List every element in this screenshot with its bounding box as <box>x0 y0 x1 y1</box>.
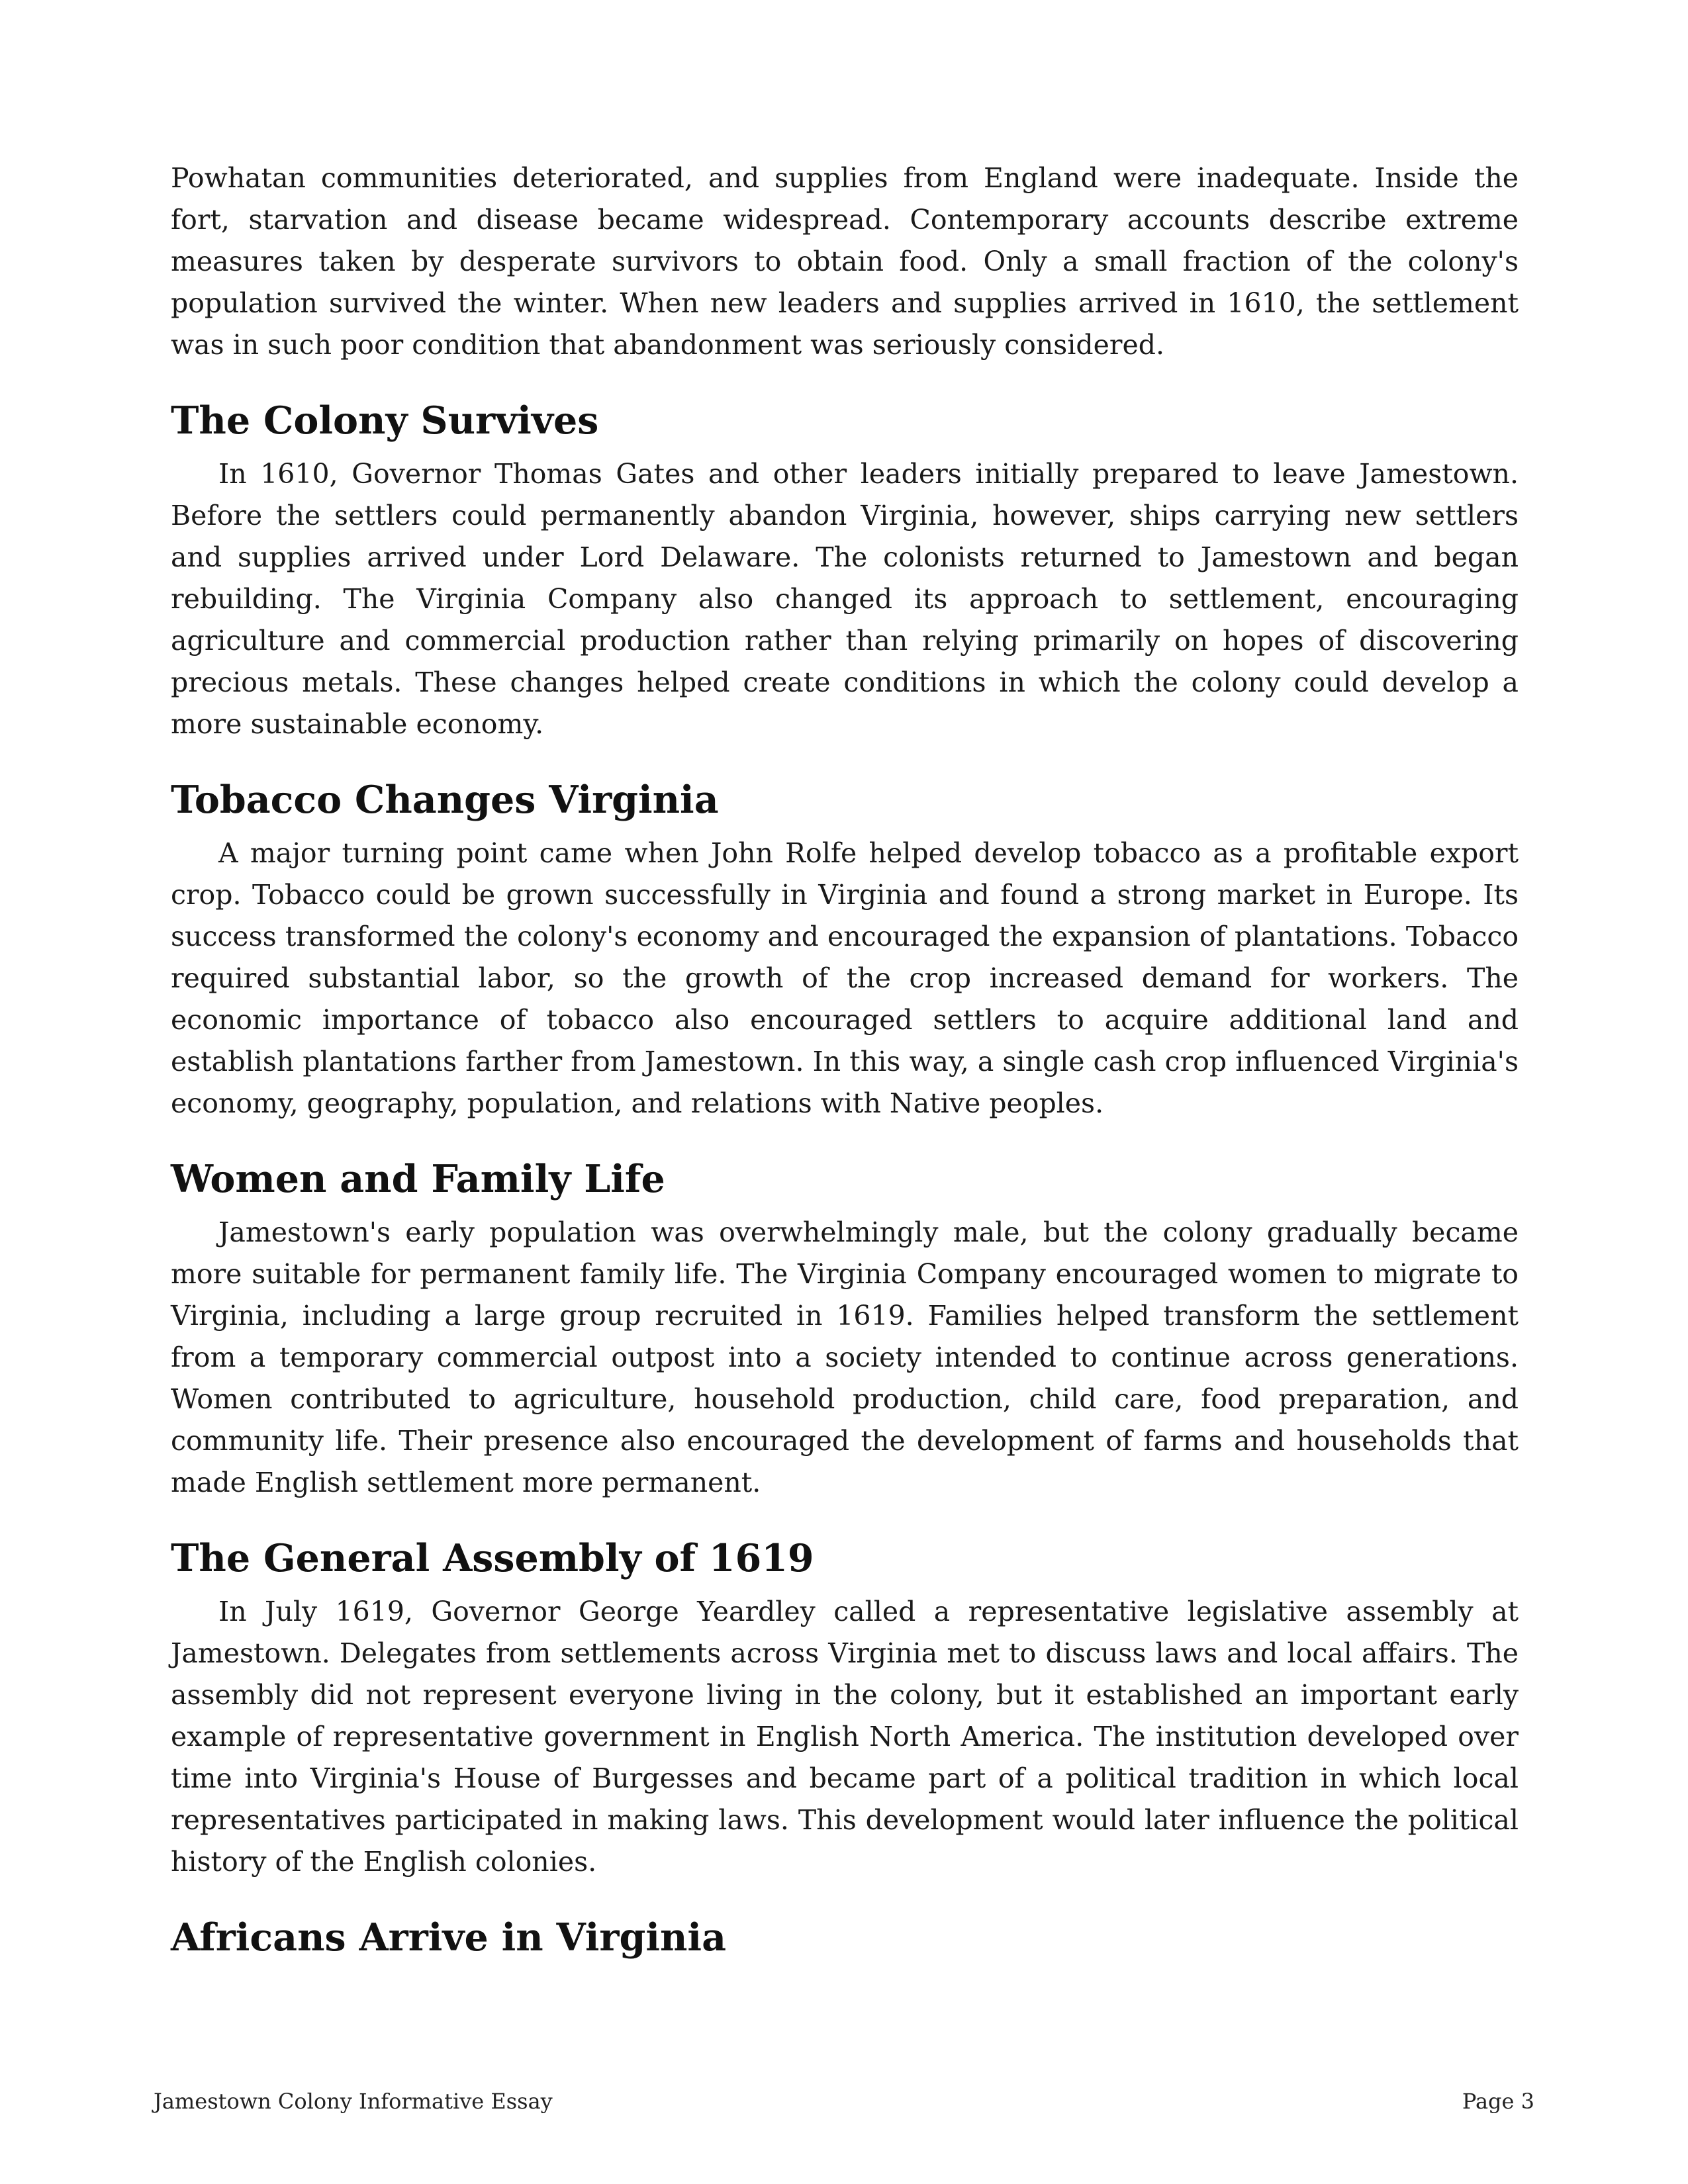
section-heading-women-family: Women and Family Life <box>171 1157 665 1201</box>
section-body-general-assembly: In July 1619, Governor George Yeardley called a representative legislative assembly at Jamestown. Delegates from settlements across Virginia met to discuss laws and local affairs. The assembly did not represent everyone living in the colony, but it established an important early example of representative government in English North America. The institution developed over time into Virginia's House of Burgesses and became part of a political tradition in which local representatives participated in making laws. This development would later influence the political history of the English colonies. <box>171 1596 1519 1878</box>
section-heading-africans-arrive: Africans Arrive in Virginia <box>171 1915 726 1960</box>
footer-document-title: Jamestown Colony Informative Essay <box>154 2089 553 2114</box>
section-heading-general-assembly: The General Assembly of 1619 <box>171 1536 814 1580</box>
section-body-colony-survives: In 1610, Governor Thomas Gates and other leaders initially prepared to leave Jamestown. Before the settlers could permanently abandon Virginia, however, ships carrying new settlers and supplies arrived under Lord Delaware. The colonists returned to Jamestown and began rebuilding. The Virginia Company also changed its approach to settlement, encouraging agriculture and commercial production rather than relying primarily on hopes of discovering precious metals. These changes helped create conditions in which the colony could develop a more sustainable economy. <box>171 458 1519 740</box>
section-heading-colony-survives: The Colony Survives <box>171 398 599 443</box>
footer-page-number: Page 3 <box>1462 2089 1534 2114</box>
section-body-women-family: Jamestown's early population was overwhelmingly male, but the colony gradually became more suitable for permanent family life. The Virginia Company encouraged women to migrate to Virginia, including a large group recruited in 1619. Families helped transform the settlement from a temporary commercial outpost into a society intended to continue across generations. Women contributed to agriculture, household production, child care, food preparation, and community life. Their presence also encouraged the development of farms and households that made English settlement more permanent. <box>171 1216 1519 1498</box>
section-heading-tobacco: Tobacco Changes Virginia <box>171 778 719 822</box>
section-body-tobacco: A major turning point came when John Rolfe helped develop tobacco as a profitable export crop. Tobacco could be grown successfully in Virginia and found a strong market in Europe. Its success transformed the colony's economy and encouraged the expansion of plantations. Tobacco required substantial labor, so the growth of the crop increased demand for workers. The economic importance of tobacco also encouraged settlers to acquire additional land and establish plantations farther from Jamestown. In this way, a single cash crop influenced Virginia's economy, geography, population, and relations with Native peoples. <box>171 837 1519 1119</box>
opening-paragraph: Powhatan communities deteriorated, and supplies from England were inadequate. Inside the fort, starvation and disease became widespread. Contemporary accounts describe extreme measures taken by desperate survivors to obtain food. Only a small fraction of the colony's population survived the winter. When new leaders and supplies arrived in 1610, the settlement was in such poor condition that abandonment was seriously considered. <box>171 162 1519 361</box>
document-page <box>171 158 1519 1970</box>
